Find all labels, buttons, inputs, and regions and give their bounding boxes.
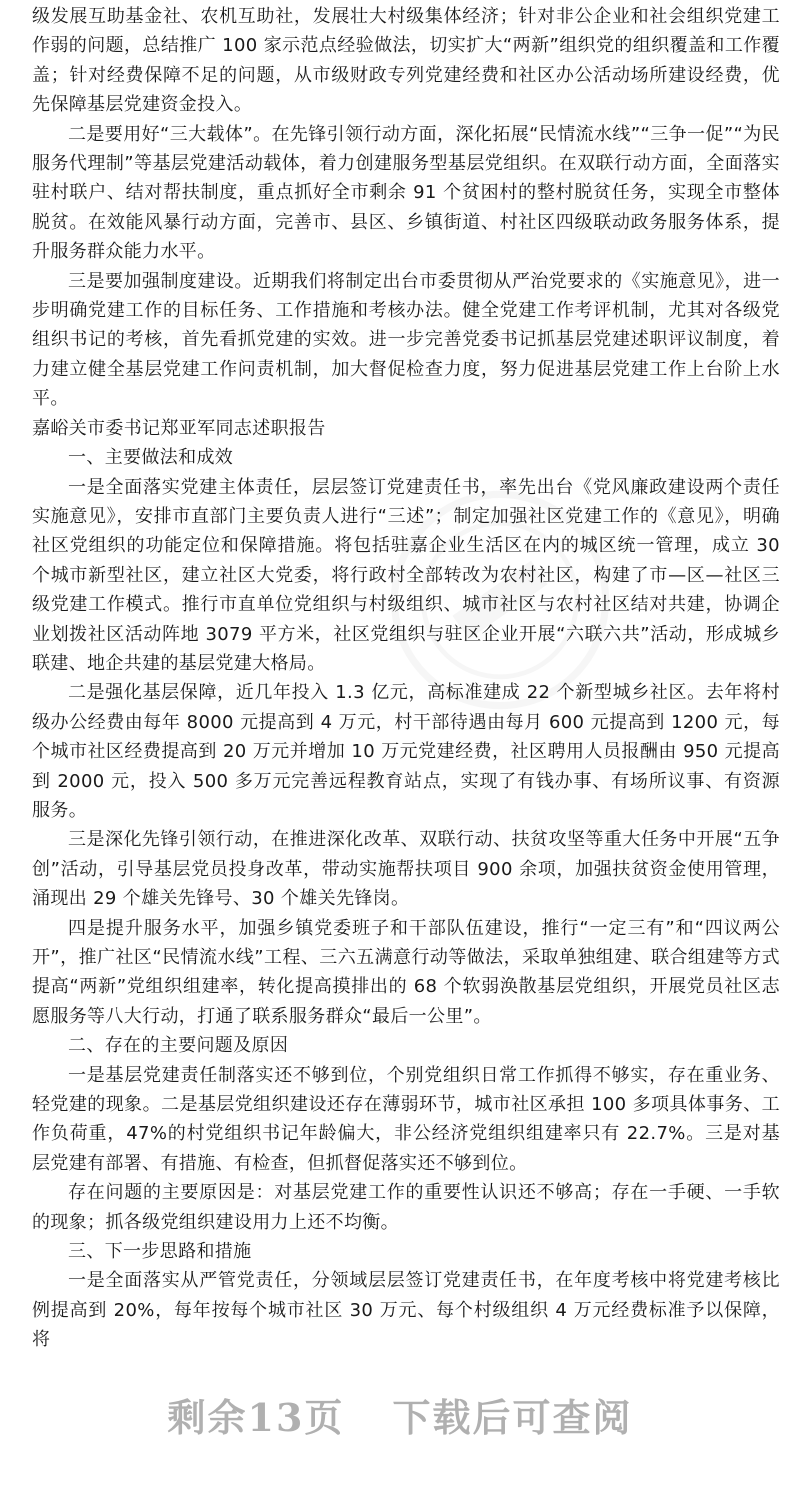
section-heading-3: 三、下一步思路和措施 [68,1241,252,1263]
download-hint-text[interactable]: 下载后可查阅 [392,1395,633,1440]
remaining-pages-text: 剩余13页 [167,1395,345,1440]
paragraph-institution-building: 三是要加强制度建设。近期我们将制定出台市委贯彻从严治党要求的《实施意见》，进一步明确党建工作的目标任务、工作措施和考核办法。健全党建工作考评机制，尤其对各级党组织书记的考核，首先看抓党建的实效。进一步完善党委书记抓基层党建述职评议制度，着力建立健全基层党建工作问责机制，加大督促检查力度，努力促进基层党建工作上台阶上水平。 [32,270,780,410]
document-body [32,2,780,1355]
paragraph-three-carriers: 二是要用好“三大载体”。在先锋引领行动方面，深化拓展“民情流水线”“三争一促”“为民服务代理制”等基层党建活动载体，着力创建服务型基层党组织。在双联行动方面，全面落实驻村联户、结对帮扶制度，重点抓好全市剩余 91 个贫困村的整村脱贫任务，实现全市整体脱贫。在效能风暴行动方面，完善市、县区、乡镇街道、村社区四级联动政务服务体系，提升服务群众能力水平。 [32,123,780,263]
section-heading-2: 二、存在的主要问题及原因 [68,1035,289,1057]
paragraph-causes: 存在问题的主要原因是：对基层党建工作的重要性认识还不够高；存在一手硬、一手软的现象；抓各级党组织建设用力上还不均衡。 [32,1182,780,1233]
paragraph-main-responsibility: 一是全面落实党建主体责任，层层签订党建责任书，率先出台《党风廉政建设两个责任实施意见》，安排市直部门主要负责人进行“三述”；制定加强社区党建工作的《意见》，明确社区党组织的功能定位和保障措施。将包括驻嘉企业生活区在内的城区统一管理，成立 30 个城市新型社区，建立社区大党委，将行政村全部转改为农村社区，构建了市—区—社区三级党建工作模式。推行市直单位党组织与村级组织、城市社区与农村社区结对共建，协调企业划拨社区活动阵地 3079 平方米，社区党组织与驻区企业开展“六联六共”活动，形成城乡联建、地企共建的基层党建大格局。 [32,476,780,674]
remaining-pages-banner[interactable] [0,1388,800,1448]
paragraph-pioneer-action: 三是深化先锋引领行动，在推进深化改革、双联行动、扶贫攻坚等重大任务中开展“五争创”活动，引导基层党员投身改革，带动实施帮扶项目 900 余项，加强扶贫资金使用管理，涌现出 29 个雄关先锋号、30 个雄关先锋岗。 [32,829,780,910]
report-title: 嘉峪关市委书记郑亚军同志述职报告 [32,417,326,439]
paragraph-service-level: 四是提升服务水平，加强乡镇党委班子和干部队伍建设，推行“一定三有”和“四议两公开”，推广社区“民情流水线”工程、三六五满意行动等做法，采取单独组建、联合组建等方式提高“两新”党组织组建率，转化提高摸排出的 68 个软弱涣散基层党组织，开展党员社区志愿服务等八大行动，打通了联系服务群众“最后一公里”。 [32,917,780,1027]
paragraph-next-steps: 一是全面落实从严管党责任，分领域层层签订党建责任书，在年度考核中将党建考核比例提高到 20%，每年按每个城市社区 30 万元、每个村级组织 4 万元经费标准予以保障，将 [32,1270,780,1351]
paragraph-grassroots-support: 二是强化基层保障，近几年投入 1.3 亿元，高标准建成 22 个新型城乡社区。去年将村级办公经费由每年 8000 元提高到 4 万元，村干部待遇由每月 600 元提高到 1200 元，每个城市社区经费提高到 20 万元并增加 10 万元党建经费，社区聘用人员报酬由 950 元提高到 2000 元，投入 500 多万元完善远程教育站点，实现了有钱办事、有场所议事、有资源服务。 [32,682,780,821]
paragraph-problems: 一是基层党建责任制落实还不够到位，个别党组织日常工作抓得不够实，存在重业务、轻党建的现象。二是基层党组织建设还存在薄弱环节，城市社区承担 100 多项具体事务、工作负荷重，47%的村党组织书记年龄偏大，非公经济党组织组建率只有 22.7%。三是对基层党建有部署、有措施、有检查，但抓督促落实还不够到位。 [32,1064,780,1174]
paragraph-continuation: 级发展互助基金社、农机互助社，发展壮大村级集体经济；针对非公企业和社会组织党建工作弱的问题，总结推广 100 家示范点经验做法，切实扩大“两新”组织党的组织覆盖和工作覆盖；针对经费保障不足的问题，从市级财政专列党建经费和社区办公活动场所建设经费，优先保障基层党建资金投入。 [32,6,780,116]
section-heading-1: 一、主要做法和成效 [68,447,234,469]
